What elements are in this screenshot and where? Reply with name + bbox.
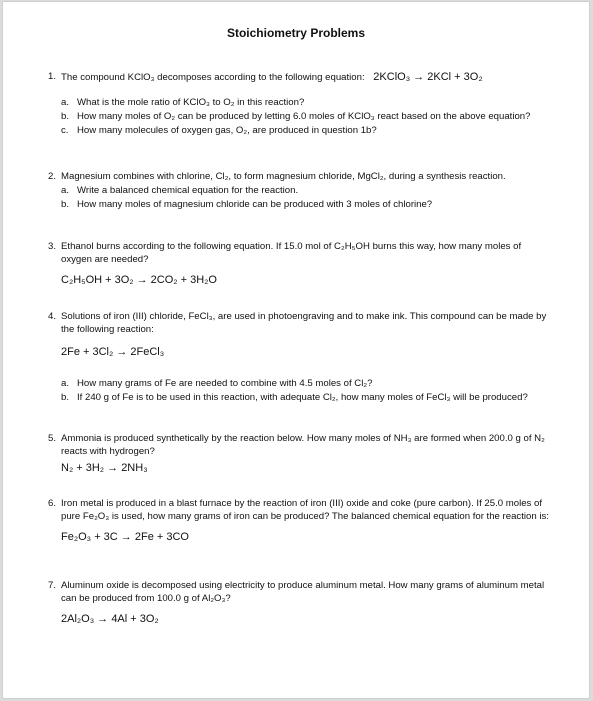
part-letter: c. — [61, 125, 69, 136]
question-number: 2. — [48, 171, 57, 182]
question-number: 3. — [48, 241, 57, 252]
part-letter: b. — [61, 392, 70, 403]
question-text: Ammonia is produced synthetically by the reaction below. How many moles of NH₃ are formed when 200.0 g of N₂ reacts with hydrogen? — [61, 433, 545, 457]
question-text: Solutions of iron (III) chloride, FeCl₃, are used in photoengraving and to make ink. This compound can be made by the following reaction: — [61, 311, 547, 335]
question-5 — [48, 432, 549, 475]
question-text: Iron metal is produced in a blast furnace by the reaction of iron (III) oxide and coke (pure carbon). If 25.0 moles of pure Fe₂O₃ is used, how many grams of iron can be produced? The balanced chemical equation for the reaction is: — [61, 498, 549, 522]
part-text: What is the mole ratio of KClO₃ to O₂ in this reaction? — [77, 97, 305, 108]
part-letter: b. — [61, 111, 70, 122]
part-text: How many molecules of oxygen gas, O₂, are produced in question 1b? — [77, 125, 377, 136]
question-3 — [48, 240, 549, 287]
part-letter: a. — [61, 378, 70, 389]
question-1-part-c — [61, 124, 549, 137]
question-number: 6. — [48, 498, 57, 509]
question-4-part-b — [61, 391, 549, 404]
question-4-part-a — [61, 377, 549, 390]
balanced-equation: C₂H₅OH + 3O₂ → 2CO₂ + 3H₂O — [61, 274, 217, 286]
question-text: Magnesium combines with chlorine, Cl₂, to form magnesium chloride, MgCl₂, during a synthesis reaction. — [61, 171, 506, 182]
page-title: Stoichiometry Problems — [226, 26, 366, 40]
worksheet-page — [2, 1, 590, 699]
inline-equation: 2KClO₃ → 2KCl + 3O₂ — [373, 71, 483, 83]
question-number: 4. — [48, 311, 57, 322]
part-text: How many moles of magnesium chloride can be produced with 3 moles of chlorine? — [77, 199, 433, 210]
balanced-equation: Fe₂O₃ + 3C → 2Fe + 3CO — [61, 531, 189, 543]
question-2 — [48, 170, 549, 211]
question-number: 7. — [48, 580, 57, 591]
question-1 — [48, 70, 549, 137]
part-text: If 240 g of Fe is to be used in this reaction, with adequate Cl₂, how many moles of FeCl₃ will be produced? — [77, 392, 528, 403]
question-2-part-a — [61, 184, 549, 197]
question-1-text: The compound KClO₃ decomposes according to the following equation: — [61, 72, 365, 83]
part-text: How many moles of O₂ can be produced by letting 6.0 moles of KClO₃ react based on the above equation? — [77, 111, 531, 122]
part-letter: a. — [61, 97, 70, 108]
question-4 — [48, 310, 549, 404]
question-1-part-a — [61, 96, 549, 109]
balanced-equation: 2Fe + 3Cl₂ → 2FeCl₃ — [61, 346, 165, 358]
question-2-part-b — [61, 198, 549, 211]
question-text: Ethanol burns according to the following equation. If 15.0 mol of C₂H₅OH burns this way, how many moles of oxygen are needed? — [61, 241, 522, 265]
question-7 — [48, 579, 549, 626]
question-number: 1. — [48, 71, 57, 82]
question-text: Aluminum oxide is decomposed using electricity to produce aluminum metal. How many grams of aluminum metal can be produced from 100.0 g of Al₂O₃? — [61, 580, 545, 604]
part-letter: b. — [61, 199, 70, 210]
question-1-part-b — [61, 110, 549, 123]
balanced-equation: 2Al₂O₃ → 4Al + 3O₂ — [61, 613, 159, 625]
question-text — [61, 70, 549, 84]
part-text: How many grams of Fe are needed to combine with 4.5 moles of Cl₂? — [77, 378, 373, 389]
question-number: 5. — [48, 433, 57, 444]
part-text: Write a balanced chemical equation for the reaction. — [77, 185, 299, 196]
part-letter: a. — [61, 185, 70, 196]
balanced-equation: N₂ + 3H₂ → 2NH₃ — [61, 462, 148, 474]
question-6 — [48, 497, 549, 544]
